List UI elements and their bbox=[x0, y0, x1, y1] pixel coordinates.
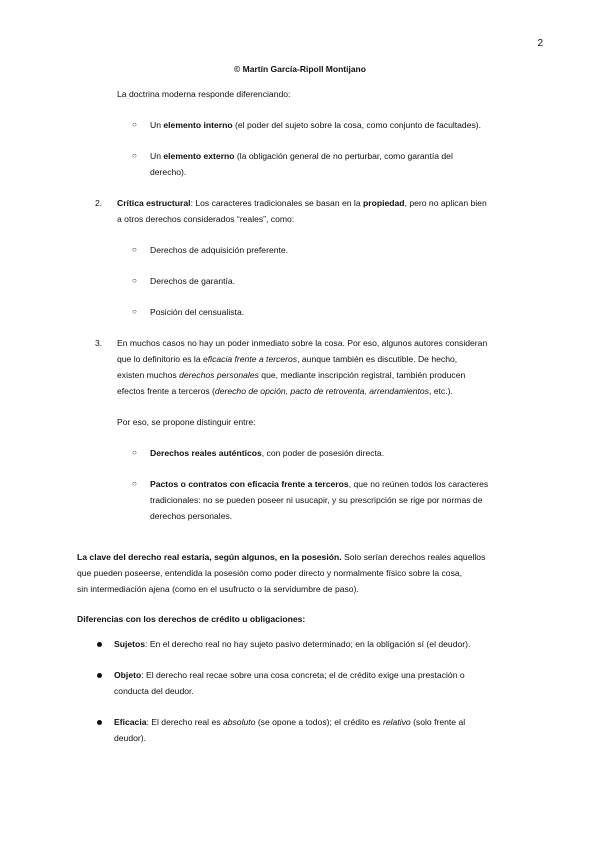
list-item: Un elemento interno (el poder del sujeto sobre la cosa, como conjunto de facultades). bbox=[150, 120, 482, 130]
numbered-item-line: Crítica estructural: Los caracteres tradicionales se basan en la propiedad, pero no aplican bien bbox=[117, 198, 487, 208]
bullet-dot-icon bbox=[97, 720, 102, 725]
list-number: 3. bbox=[95, 338, 103, 348]
numbered-item-line: a otros derechos considerados “reales”, como: bbox=[117, 214, 295, 224]
bullet-dot-icon bbox=[97, 642, 102, 647]
page-number: 2 bbox=[537, 38, 543, 49]
bullet-item-continuation: deudor). bbox=[114, 733, 147, 743]
bullet-item-continuation: conducta del deudor. bbox=[114, 686, 194, 696]
list-item: Derechos de garantía. bbox=[150, 276, 236, 286]
section-heading: Diferencias con los derechos de crédito u obligaciones: bbox=[77, 614, 306, 624]
circle-bullet-icon: ○ bbox=[132, 151, 137, 160]
numbered-item-line: En muchos casos no hay un poder inmediato sobre la cosa. Por eso, algunos autores consideran bbox=[117, 338, 488, 348]
bullet-dot-icon bbox=[97, 673, 102, 678]
list-item-continuation: derechos personales. bbox=[150, 511, 233, 521]
list-number: 2. bbox=[95, 198, 103, 208]
list-item: Derechos reales auténticos, con poder de posesión directa. bbox=[150, 448, 385, 458]
intro-paragraph: La doctrina moderna responde diferenciando: bbox=[117, 89, 291, 99]
page-header: © Martín García-Ripoll Montijano bbox=[234, 64, 366, 74]
list-item: Derechos de adquisición preferente. bbox=[150, 245, 289, 255]
list-item-continuation: tradicionales: no se pueden poseer ni usucapir, y su prescripción se rige por normas de bbox=[150, 495, 483, 505]
bullet-item: Sujetos: En el derecho real no hay sujeto pasivo determinado; en la obligación sí (el deudor). bbox=[114, 639, 471, 649]
bullet-item: Eficacia: El derecho real es absoluto (se opone a todos); el crédito es relativo (solo frente al bbox=[114, 717, 466, 727]
numbered-item-line: existen muchos derechos personales que, mediante inscripción registral, también producen bbox=[117, 370, 466, 380]
circle-bullet-icon: ○ bbox=[132, 245, 137, 254]
body-paragraph-line: sin intermediación ajena (como en el usufructo o la servidumbre de paso). bbox=[77, 584, 359, 594]
numbered-item-line: que lo definitorio es la eficacia frente a terceros, aunque también es discutible. De hecho, bbox=[117, 354, 458, 364]
body-paragraph-line: La clave del derecho real estaría, según algunos, en la posesión. Solo serían derechos reales aquellos bbox=[77, 552, 486, 562]
list-item: Un elemento externo (la obligación general de no perturbar, como garantía del bbox=[150, 151, 453, 161]
numbered-item-line: efectos frente a terceros (derecho de opción, pacto de retroventa, arrendamientos, etc.). bbox=[117, 386, 453, 396]
list-item: Pactos o contratos con eficacia frente a terceros, que no reúnen todos los caracteres bbox=[150, 479, 489, 489]
circle-bullet-icon: ○ bbox=[132, 479, 137, 488]
propose-paragraph: Por eso, se propone distinguir entre: bbox=[117, 417, 256, 427]
body-paragraph-line: que pueden poseerse, entendida la posesión como poder directo y normalmente físico sobre la cosa, bbox=[77, 568, 463, 578]
circle-bullet-icon: ○ bbox=[132, 307, 137, 316]
circle-bullet-icon: ○ bbox=[132, 120, 137, 129]
list-item-continuation: derecho). bbox=[150, 167, 187, 177]
circle-bullet-icon: ○ bbox=[132, 448, 137, 457]
circle-bullet-icon: ○ bbox=[132, 276, 137, 285]
list-item: Posición del censualista. bbox=[150, 307, 245, 317]
bullet-item: Objeto: El derecho real recae sobre una cosa concreta; el de crédito exige una prestación o bbox=[114, 670, 465, 680]
